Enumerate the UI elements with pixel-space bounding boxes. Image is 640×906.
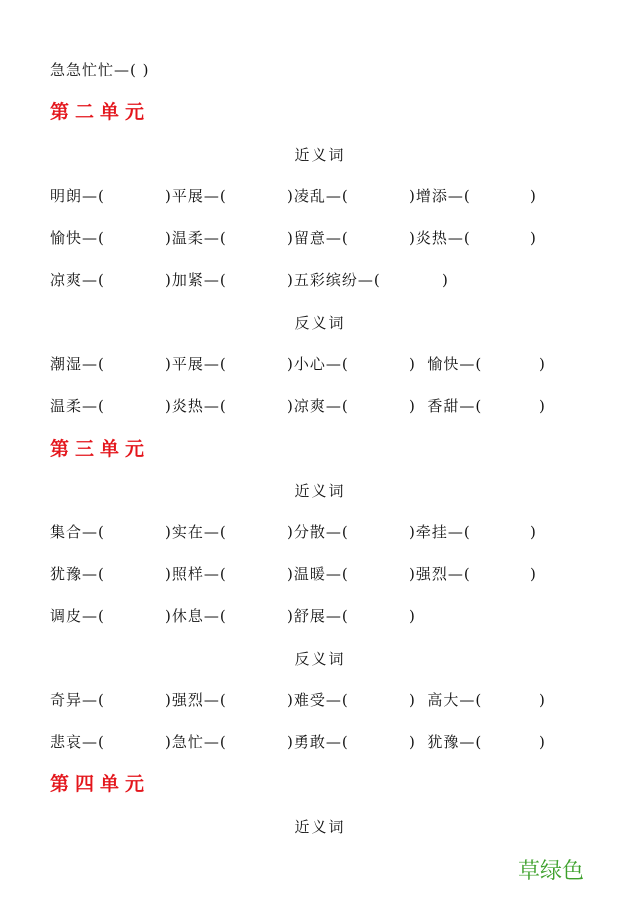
exercise-cell: ) 高大—( xyxy=(409,691,483,709)
exercise-cell: )凉爽—( xyxy=(287,397,349,415)
exercise-cell: )牵挂—( xyxy=(409,523,471,541)
exercise-cell: ) xyxy=(539,397,546,415)
exercise-cell: ) xyxy=(530,229,537,247)
exercise-cell: )急忙—( xyxy=(165,733,227,751)
exercise-cell: ) xyxy=(530,523,537,541)
exercise-cell: )温柔—( xyxy=(165,229,227,247)
exercise-cell: )难受—( xyxy=(287,691,349,709)
exercise-cell: ) xyxy=(539,355,546,373)
exercise-cell: ) xyxy=(530,565,537,583)
exercise-cell: )强烈—( xyxy=(165,691,227,709)
exercise-cell: )增添—( xyxy=(409,187,471,205)
exercise-line xyxy=(50,60,149,80)
exercise-cell: )留意—( xyxy=(287,229,349,247)
exercise-cell: )分散—( xyxy=(287,523,349,541)
exercise-cell: )勇敢—( xyxy=(287,733,349,751)
exercise-cell: )温暖—( xyxy=(287,565,349,583)
exercise-cell: 凉爽—( xyxy=(50,271,105,289)
section-title-synonyms: 近义词 xyxy=(294,146,346,164)
exercise-cell: )照样—( xyxy=(165,565,227,583)
exercise-cell: 愉快—( xyxy=(50,229,105,247)
exercise-cell: )凌乱—( xyxy=(287,187,349,205)
exercise-cell: )平展—( xyxy=(165,355,227,373)
exercise-cell: )强烈—( xyxy=(409,565,471,583)
watermark: 草绿色 xyxy=(518,859,585,884)
section-title-antonyms: 反义词 xyxy=(294,650,346,668)
unit-heading: 第四单元 xyxy=(50,773,151,795)
exercise-cell: )加紧—( xyxy=(165,271,227,289)
exercise-cell: ) xyxy=(539,691,546,709)
exercise-cell: )炎热—( xyxy=(409,229,471,247)
unit-heading: 第二单元 xyxy=(50,101,151,123)
exercise-cell: 犹豫—( xyxy=(50,565,105,583)
exercise-cell: 奇异—( xyxy=(50,691,105,709)
exercise-cell: )五彩缤纷—( xyxy=(287,271,381,289)
exercise-cell: ) xyxy=(530,187,537,205)
exercise-cell: 集合—( xyxy=(50,523,105,541)
exercise-cell: 调皮—( xyxy=(50,607,105,625)
section-title-antonyms: 反义词 xyxy=(294,314,346,332)
exercise-cell: ) xyxy=(409,607,416,625)
exercise-cell: )实在—( xyxy=(165,523,227,541)
exercise-cell: ) 犹豫—( xyxy=(409,733,483,751)
exercise-cell: 明朗—( xyxy=(50,187,105,205)
exercise-cell: 潮湿—( xyxy=(50,355,105,373)
exercise-item: 急急忙忙—( ) xyxy=(50,61,150,79)
section-title-synonyms: 近义词 xyxy=(294,818,346,836)
exercise-cell: ) 香甜—( xyxy=(409,397,483,415)
exercise-cell: )小心—( xyxy=(287,355,349,373)
exercise-cell: 悲哀—( xyxy=(50,733,105,751)
exercise-cell: ) xyxy=(442,271,449,289)
exercise-cell: ) xyxy=(539,733,546,751)
exercise-cell: )舒展—( xyxy=(287,607,349,625)
exercise-cell: )平展—( xyxy=(165,187,227,205)
unit-heading: 第三单元 xyxy=(50,438,151,460)
section-title-synonyms: 近义词 xyxy=(294,482,346,500)
exercise-cell: 温柔—( xyxy=(50,397,105,415)
exercise-cell: )炎热—( xyxy=(165,397,227,415)
exercise-cell: )休息—( xyxy=(165,607,227,625)
exercise-cell: ) 愉快—( xyxy=(409,355,483,373)
